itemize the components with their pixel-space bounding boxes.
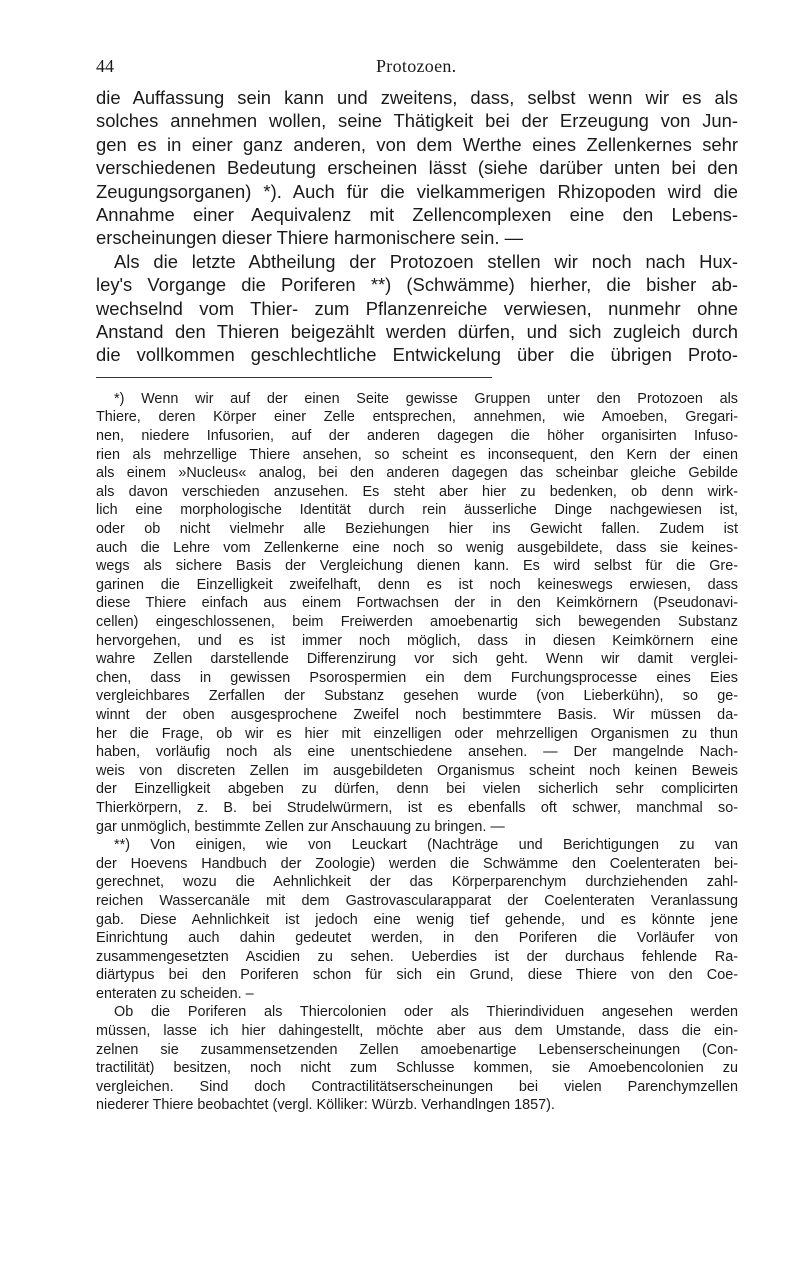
footnote-line: her die Frage, ob wir es hier mit einzelligen oder mehrzelligen Organismen zu thun — [96, 725, 738, 742]
footnote-divider — [96, 377, 492, 378]
footnote-line: reichen Wassercanäle mit dem Gastrovascularapparat der Coelenteraten Veranlassung — [96, 892, 738, 909]
footnote-line: müssen, lasse ich hier dahingestellt, möchte aber aus dem Umstande, dass die ein- — [96, 1023, 738, 1040]
footnote-line: gar unmöglich, bestimmte Zellen zur Anschauung zu bringen. — — [96, 818, 505, 835]
footnote-line: tractilität) besitzen, noch nicht zum Schlusse kommen, sie Amoebencolonien zu — [96, 1060, 738, 1077]
footnote-line: rien als mehrzellige Thiere ansehen, so scheint es inconsequent, den Kern der einen — [96, 446, 738, 463]
text-line: die vollkommen geschlechtliche Entwickelung über die übrigen Proto- — [96, 344, 738, 366]
page-number: 44 — [96, 56, 114, 76]
document-page — [96, 56, 738, 1115]
footnote-line: als einem »Nucleus« analog, bei den anderen dagegen das scheinbar gleiche Gebilde — [96, 465, 738, 482]
footnote-2 — [96, 836, 738, 1115]
footnote-line: als davon verschieden anzusehen. Es steht aber hier zu bedenken, ob denn wirk- — [96, 483, 738, 500]
footnote-line: Ob die Poriferen als Thiercolonien oder als Thierindividuen angesehen werden — [114, 1004, 738, 1021]
footnote-line: zusammengesetzten Ascidien zu sehen. Ueberdies ist der durchaus fehlende Ra- — [96, 948, 738, 965]
text-line: die Auffassung sein kann und zweitens, dass, selbst wenn wir es als — [96, 87, 738, 108]
footnote-line: gerechnet, wozu die Aehnlichkeit der das Körperparenchym durchziehenden zahl- — [96, 874, 738, 891]
footnote-line: chen, dass in gewissen Psorospermien ein dem Furchungsprocesse eines Eies — [96, 669, 738, 686]
footnote-line: weis von discreten Zellen im ausgebildeten Organismus scheint noch keinen Beweis — [96, 762, 738, 779]
footnote-line: wahre Zellen darstellende Differenzirung vor sich geht. Wenn wir damit verglei- — [96, 651, 738, 668]
footnote-line: garinen die Einzelligkeit zweifelhaft, denn es ist noch keineswegs erwiesen, dass — [96, 576, 738, 593]
footnote-line: haben, vorläufig noch als eine unentschiedene ansehen. — Der mangelnde Nach- — [96, 744, 738, 761]
footnote-line: der Hoevens Handbuch der Zoologie) werden die Schwämme den Coelenteraten bei- — [96, 855, 738, 872]
text-line: Annahme einer Aequivalenz mit Zellencomplexen eine den Lebens- — [96, 204, 738, 226]
text-line: gen es in einer ganz anderen, von dem Werthe eines Zellenkernes sehr — [96, 133, 738, 155]
footnote-line: winnt der oben ausgesprochene Zweifel noch bestimmtere Basis. Wir müssen da- — [96, 706, 738, 723]
footnotes — [96, 390, 738, 1115]
footnote-line: gab. Diese Aehnlichkeit ist jedoch eine wenig tief gehende, und es könnte jene — [96, 911, 738, 928]
footnote-1 — [96, 390, 738, 836]
footnote-line: diese Thiere einfach aus einem Fortwachsen der in den Keimkörnern (Pseudonavi- — [96, 595, 738, 612]
text-line: ley's Vorgange die Poriferen **) (Schwämme) hierher, die bisher ab- — [96, 274, 738, 296]
footnote-line: cellen) eingeschlossenen, beim Freiwerden amoebenartig sich bewegenden Substanz — [96, 614, 738, 630]
footnote-line: vergleichen. Sind doch Contractilitätserscheinungen bei vielen Parenchymzellen — [96, 1078, 738, 1095]
footnote-line: hervorgehen, und es ist immer noch möglich, dass in diesen Keimkörnern eine — [96, 632, 738, 649]
text-line: erscheinungen dieser Thiere harmonischere sein. — — [96, 227, 523, 249]
footnote-line: niederer Thiere beobachtet (vergl. Kölliker: Würzb. Verhandlngen 1857). — [96, 1097, 555, 1114]
footnote-line: *) Wenn wir auf der einen Seite gewisse Gruppen unter den Protozoen als — [114, 390, 738, 407]
main-text — [96, 86, 738, 367]
text-line: Als die letzte Abtheilung der Protozoen stellen wir noch nach Hux- — [114, 250, 738, 272]
footnote-line: Einrichtung auch dahin gedeutet werden, in den Poriferen die Vorläufer von — [96, 930, 738, 947]
footnote-line: diärtypus bei den Poriferen schon für sich ein Grund, diese Thiere von den Coe- — [96, 967, 738, 984]
text-line: solches annehmen wollen, seine Thätigkeit bei der Erzeugung von Jun- — [96, 110, 738, 132]
text-line: Zeugungsorganen) *). Auch für die vielkammerigen Rhizopoden wird die — [96, 180, 738, 202]
footnote-line: Thierkörpern, z. B. bei Strudelwürmern, ist es ebenfalls oft schwer, manchmal so- — [96, 799, 738, 816]
text-line: wechselnd vom Thier- zum Pflanzenreiche verwiesen, nunmehr ohne — [96, 297, 738, 319]
footnote-line: wegs als sichere Basis der Vergleichung dienen kann. Es wird selbst für die Gre- — [96, 558, 738, 575]
text-line: Anstand den Thieren beigezählt werden dürfen, und sich zugleich durch — [96, 321, 738, 343]
footnote-line: **) Von einigen, wie von Leuckart (Nachträge und Berichtigungen zu van — [114, 837, 738, 854]
footnote-line: Thiere, deren Körper einer Zelle entsprechen, annehmen, wie Amoeben, Gregari- — [96, 409, 738, 426]
footnote-line: der Einzelligkeit abgeben zu dürfen, denn bei vielen sicherlich sehr complicirten — [96, 781, 738, 798]
running-title: Protozoen. — [376, 56, 457, 76]
page-header — [96, 56, 738, 86]
footnote-line: vergleichbares Zerfallen der Substanz gesehen wurde (von Lieberkühn), so ge- — [96, 688, 738, 705]
footnote-line: nen, niedere Infusorien, auf der anderen dagegen die höher organisirten Infuso- — [96, 428, 738, 445]
footnote-line: zelnen sie zusammensetzenden Zellen amoebenartige Lebenserscheinungen (Con- — [96, 1041, 738, 1058]
footnote-line: enteraten zu scheiden. – — [96, 985, 254, 1002]
footnote-line: auch die Lehre vom Zellenkerne eine noch so wenig ausgebildete, dass sie keines- — [96, 539, 738, 556]
footnote-line: lich eine morphologische Identität durch rein äusserliche Dinge nachgewiesen ist, — [96, 502, 738, 519]
footnote-line: oder ob nicht vielmehr alle Beziehungen hier ins Gewicht fallen. Zudem ist — [96, 521, 738, 538]
text-line: verschiedenen Bedeutung erscheinen lässt (siehe darüber unten bei den — [96, 157, 738, 179]
